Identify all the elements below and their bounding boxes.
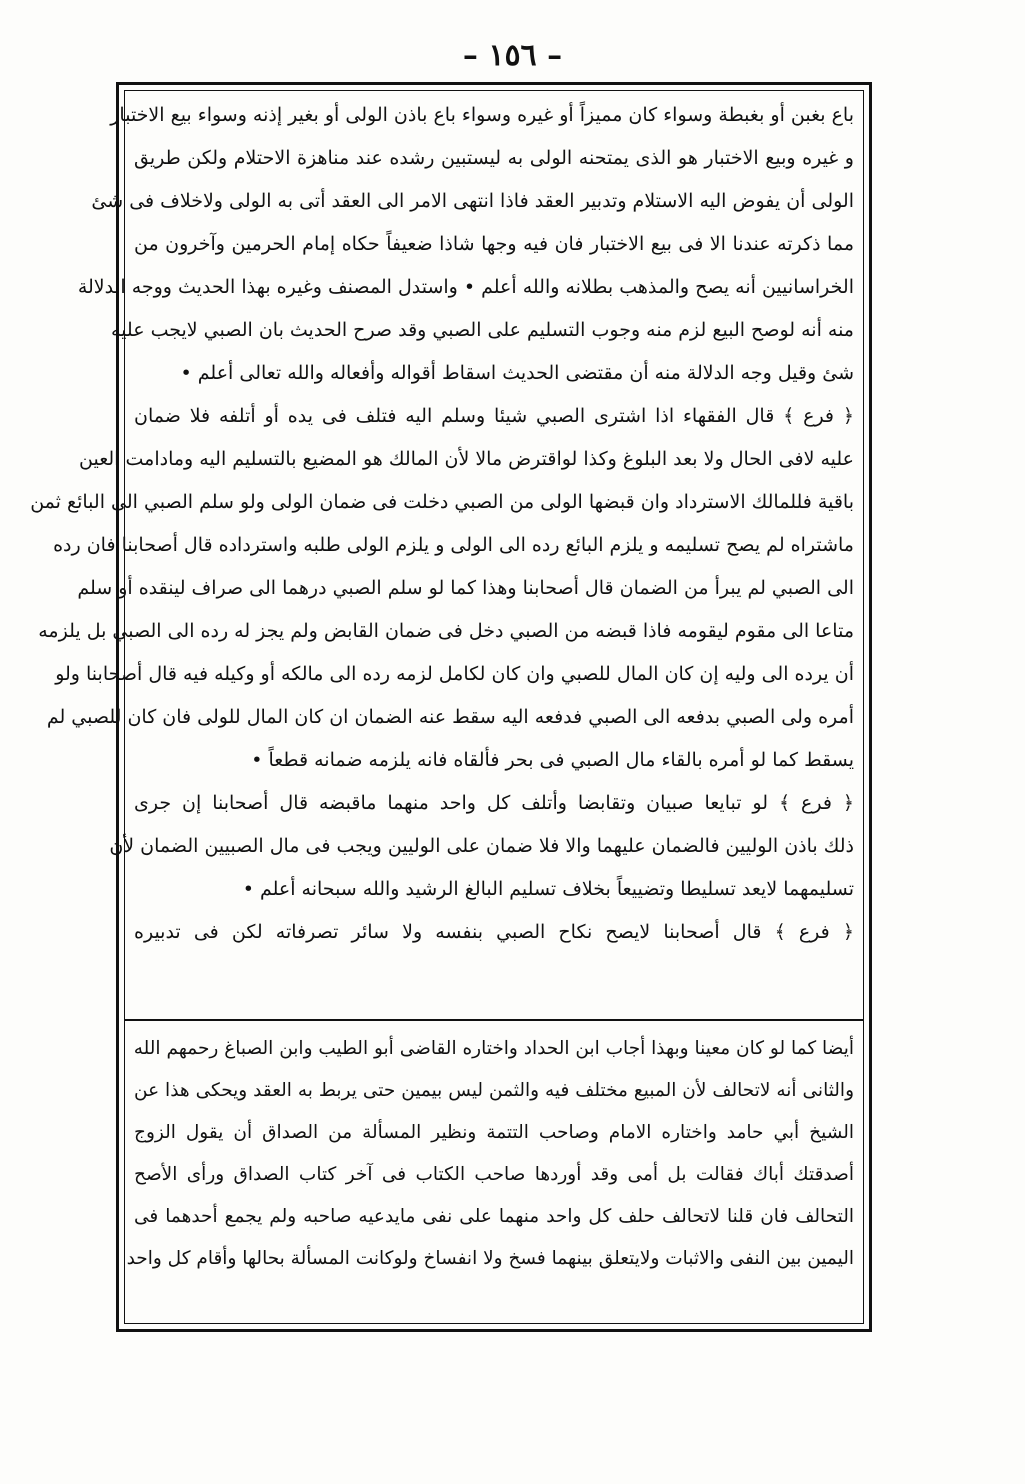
footnote-line: والثانى أنه لاتحالف لأن المبيع مختلف فيه والثمن ليس بيمين حتى يربط به العقد ويحكى هذا عن (134, 1080, 854, 1101)
page-number: – ١٥٦ – (462, 38, 563, 73)
footnote-line: التحالف فان قلنا لاتحالف حلف كل واحد منهما على نفى مايدعيه صاحبه ولم يجمع أحدهما فى (134, 1206, 854, 1227)
footnote-line: اليمين بين النفى والاثبات ولايتعلق بينهما فسخ ولا انفساخ ولوكانت المسألة بحالها وأقام كل واحد (126, 1248, 854, 1269)
text-line: منه أنه لوصح البيع لزم منه وجوب التسليم على الصبي وقد صرح الحديث بان الصبي لايجب عليه (111, 319, 854, 341)
footnote-line: أصدقتك أباك فقالت بل أمى وقد أوردها صاحب الكتاب فى آخر كتاب الصداق ورأى الأصح (134, 1164, 854, 1185)
text-line: متاعا الى مقوم ليقومه فاذا قبضه من الصبي دخل فى ضمان القابض ولم يجز له رده الى الصبي بل يلزمه (38, 620, 854, 642)
text-line: مما ذكرته عندنا الا فى بيع الاختبار فان فيه وجها شاذا ضعيفاً حكاه إمام الحرمين وآخرون من (134, 233, 854, 255)
text-line: الخراسانيين أنه يصح والمذهب بطلانه والله أعلم • واستدل المصنف وغيره بهذا الحديث ووجه الدلالة (77, 276, 854, 298)
text-line: ﴿ فرع ﴾ قال الفقهاء اذا اشترى الصبي شيئا وسلم اليه فتلف فى يده أو أتلفه فلا ضمان (134, 405, 854, 427)
text-line: الولى أن يفوض اليه الاستلام وتدبير العقد فاذا انتهى الامر الى العقد أتى به الولى ولاخلاف فى شئ (91, 190, 854, 212)
text-line: ماشتراه لم يصح تسليمه و يلزم البائع رده الى الولى و يلزم الولى طلبه واسترداده قال أصحابنا فان رده (53, 534, 854, 556)
text-line: أمره ولى الصبي بدفعه الى الصبي فدفعه اليه سقط عنه الضمان ان كان المال للولى فان كان للصبي لم (46, 706, 854, 728)
text-line: ذلك باذن الوليين فالضمان عليهما والا فلا ضمان على الوليين ويجب فى مال الصبيين الضمان لأن (109, 835, 854, 857)
footnote-divider (124, 1019, 864, 1021)
text-line: ﴿ فرع ﴾ لو تبايعا صبيان وتقابضا وأتلف كل واحد منهما ماقبضه قال أصحابنا إن جرى (134, 792, 854, 814)
footnote-line: أيضا كما لو كان معينا وبهذا أجاب ابن الحداد واختاره القاضى أبو الطيب وابن الصباغ رحمهم الله (133, 1038, 854, 1059)
text-line: باع بغبن أو بغبطة وسواء كان مميزاً أو غيره وسواء باع باذن الولى أو بغير إذنه وسواء بيع الاختبار (110, 104, 854, 126)
text-line: شئ وقيل وجه الدلالة منه أن مقتضى الحديث اسقاط أقواله وأفعاله والله تعالى أعلم • (180, 362, 854, 384)
text-line: الى الصبي لم يبرأ من الضمان قال أصحابنا وهذا كما لو سلم الصبي درهما الى صراف لينقده أو سلم (77, 577, 854, 599)
text-line: أن يرده الى وليه إن كان المال للصبي وان كان لكامل لزمه رده الى مالكه أو وكيله فيه قال أصحابنا ولو (55, 663, 854, 685)
text-line: و غيره وبيع الاختبار هو الذى يمتحنه الولى به ليستبين رشده عند مناهزة الاحتلام ولكن طريق (134, 147, 854, 169)
text-line: باقية فللمالك الاسترداد وان قبضها الولى من الصبي دخلت فى ضمان الولى ولو سلم الصبي الى البائع ثمن (30, 491, 854, 513)
text-line: عليه لافى الحال ولا بعد البلوغ وكذا لواقترض مالا لأن المالك هو المضيع بالتسليم اليه ومادامت العين (79, 448, 854, 470)
text-line: تسليمهما لايعد تسليطا وتضييعاً بخلاف تسليم البالغ الرشيد والله سبحانه أعلم • (242, 878, 854, 900)
text-line: ﴿ فرع ﴾ قال أصحابنا لايصح نكاح الصبي بنفسه ولا سائر تصرفاته لكن فى تدبيره (134, 921, 854, 943)
footnote-line: الشيخ أبي حامد واختاره الامام وصاحب التتمة ونظير المسألة من الصداق أن يقول الزوج (134, 1122, 854, 1143)
text-line: يسقط كما لو أمره بالقاء مال الصبي فى بحر فألقاه فانه يلزمه ضمانه قطعاً • (251, 749, 854, 771)
footnote-block (126, 1028, 854, 1280)
main-text-block (30, 94, 854, 954)
